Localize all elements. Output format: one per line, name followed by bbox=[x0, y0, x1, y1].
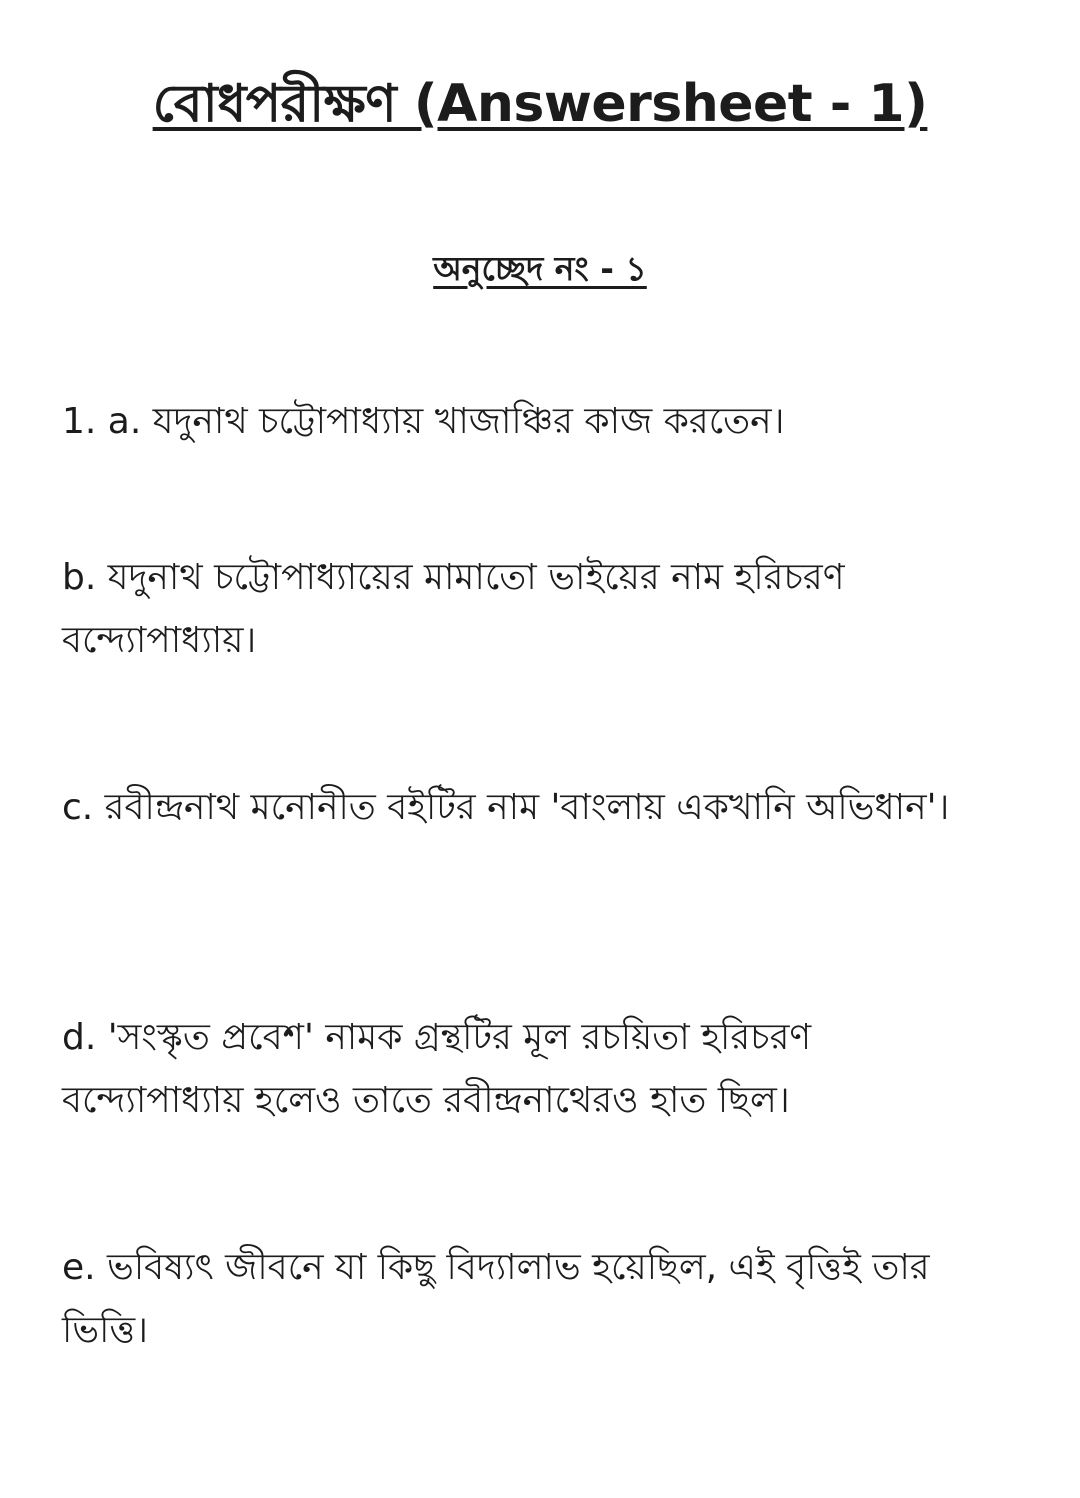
answer-d: d. 'সংস্কৃত প্রবেশ' নামক গ্রন্থটির মূল রচয়িতা হরিচরণ বন্দ্যোপাধ্যায় হলেও তাতে রবীন্দ্রনাথেরও হাত ছিল। bbox=[62, 1017, 812, 1121]
answer-e: e. ভবিষ্যৎ জীবনে যা কিছু বিদ্যালাভ হয়েছিল, এই বৃত্তিই তার ভিত্তি। bbox=[62, 1247, 930, 1351]
page-title bbox=[0, 66, 1080, 142]
page-title-text: বোধপরীক্ষণ (Answersheet - 1) bbox=[152, 74, 928, 134]
paragraph-heading-text: অনুচ্ছেদ নং - ১ bbox=[433, 249, 647, 288]
paragraph-heading bbox=[0, 244, 1080, 294]
answer-c: c. রবীন্দ্রনাথ মনোনীত বইটির নাম 'বাংলায় একখানি অভিধান'। bbox=[62, 787, 950, 828]
answer-a: 1. a. যদুনাথ চট্টোপাধ্যায় খাজাঞ্চির কাজ করতেন। bbox=[62, 401, 785, 442]
answer-b: b. যদুনাথ চট্টোপাধ্যায়ের মামাতো ভাইয়ের নাম হরিচরণ বন্দ্যোপাধ্যায়। bbox=[62, 557, 845, 661]
